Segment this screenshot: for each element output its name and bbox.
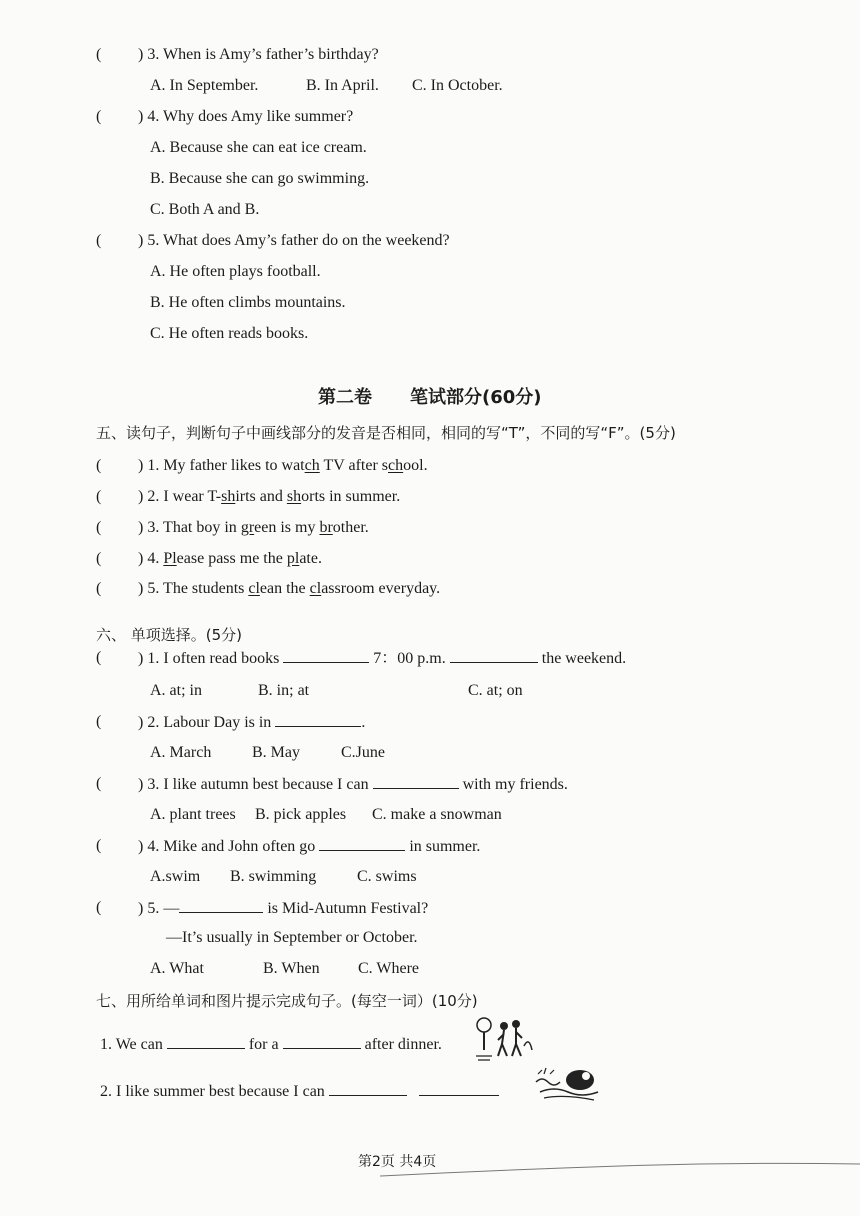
- dialogue-answer: —It’s usually in September or October.: [166, 929, 418, 946]
- option-a: A. Because she can eat ice cream.: [150, 139, 367, 156]
- question-stem: [138, 898, 428, 919]
- text: 7：00 p.m.: [369, 650, 450, 667]
- section-7-heading: 七、用所给单词和图片提示完成句子。(每空一词）(10分): [96, 992, 478, 1010]
- option-b: B. Because she can go swimming.: [150, 170, 370, 187]
- text: ate.: [299, 550, 322, 567]
- page-number: 第2页 共4页: [358, 1154, 437, 1170]
- text: the weekend.: [537, 650, 627, 667]
- section-5-heading: 五、读句子，判断句子中画线部分的发音是否相同，相同的写“T”，不同的写“F”。(5分): [96, 424, 676, 442]
- underlined-letters: br: [319, 519, 333, 536]
- underlined-letters: ch: [304, 457, 320, 474]
- underlined-letters: cl: [248, 580, 260, 597]
- answer-paren: (: [96, 46, 102, 63]
- answer-paren: (: [96, 837, 102, 854]
- text: ) 2. Labour Day is in: [138, 714, 276, 731]
- volume-title: 第二卷: [318, 387, 372, 408]
- option-a: A. He often plays football.: [150, 263, 321, 280]
- option-c: C. make a snowman: [372, 806, 502, 823]
- text: is Mid-Autumn Festival?: [263, 900, 429, 917]
- option-a: A. In September.: [150, 77, 259, 94]
- text: ool.: [403, 457, 428, 474]
- option-b: B. He often climbs mountains.: [150, 294, 346, 311]
- answer-blank[interactable]: [329, 1081, 407, 1096]
- option-c: C. In October.: [412, 77, 503, 94]
- sentence: [138, 518, 369, 538]
- option-c: C. swims: [357, 868, 417, 885]
- answer-blank[interactable]: [373, 774, 459, 789]
- text: other.: [332, 519, 369, 536]
- question-stem: ) 3. When is Amy’s father’s birthday?: [138, 46, 379, 63]
- text: een is my: [254, 519, 320, 536]
- text: ) 5. The students: [138, 580, 249, 597]
- sentence: [138, 579, 440, 599]
- text: orts in summer.: [301, 488, 401, 505]
- question-stem: [138, 774, 568, 795]
- sentence: [138, 549, 322, 569]
- question-stem: [138, 648, 626, 669]
- text: ) 3. I like autumn best because I can: [138, 776, 373, 793]
- swim-picture-icon: [534, 1064, 600, 1104]
- section-6-heading: 六、 单项选择。(5分): [96, 626, 243, 644]
- option-a: A. plant trees: [150, 806, 236, 823]
- underlined-letters: Pl: [163, 550, 177, 567]
- text: 1. We can: [100, 1036, 167, 1053]
- answer-paren: (: [96, 713, 102, 730]
- text: ) 3. That boy in: [138, 519, 241, 536]
- question-stem: ) 4. Why does Amy like summer?: [138, 108, 354, 125]
- answer-blank[interactable]: [179, 898, 263, 913]
- underlined-letters: pl: [286, 550, 300, 567]
- text: assroom everyday.: [321, 580, 441, 597]
- answer-blank[interactable]: [319, 836, 405, 851]
- text: ease pass me the: [176, 550, 287, 567]
- text: irts and: [235, 488, 287, 505]
- volume-subtitle: 笔试部分(60分): [410, 387, 542, 408]
- underlined-letters: cl: [309, 580, 322, 597]
- option-b: B. When: [263, 960, 320, 977]
- text: ean the: [259, 580, 310, 597]
- option-c: C. Where: [358, 960, 420, 977]
- question-stem: [138, 712, 365, 733]
- answer-blank[interactable]: [283, 1034, 361, 1049]
- text: ) 5. —: [138, 900, 180, 917]
- answer-blank[interactable]: [419, 1081, 499, 1096]
- option-b: B. pick apples: [255, 806, 347, 823]
- answer-paren: (: [96, 550, 102, 567]
- text: with my friends.: [458, 776, 568, 793]
- underlined-letters: gr: [240, 519, 255, 536]
- text: for a: [244, 1036, 283, 1053]
- text: ) 1. My father likes to wat: [138, 457, 305, 474]
- answer-paren: (: [96, 108, 102, 125]
- text: .: [361, 714, 366, 731]
- option-b: B. In April.: [306, 77, 379, 94]
- option-b: B. swimming: [230, 868, 317, 885]
- option-a: A. March: [150, 744, 212, 761]
- option-c: C. He often reads books.: [150, 325, 309, 342]
- answer-paren: (: [96, 899, 102, 916]
- text: ) 4. Mike and John often go: [138, 838, 320, 855]
- option-c: C. at; on: [468, 682, 523, 699]
- question-stem: [138, 836, 480, 857]
- text: ) 2. I wear T-: [138, 488, 222, 505]
- sentence: [138, 487, 400, 507]
- answer-blank[interactable]: [275, 712, 361, 727]
- question-stem: ) 5. What does Amy’s father do on the weekend?: [138, 232, 450, 249]
- answer-paren: (: [96, 488, 102, 505]
- fill-in-sentence: [100, 1081, 499, 1102]
- text: TV after s: [319, 457, 389, 474]
- answer-blank[interactable]: [450, 648, 538, 663]
- underlined-letters: sh: [221, 488, 236, 505]
- text: after dinner.: [360, 1036, 442, 1053]
- text: in summer.: [405, 838, 481, 855]
- option-c: C.June: [341, 744, 385, 761]
- text: ) 4.: [138, 550, 164, 567]
- option-a: A. at; in: [150, 682, 202, 699]
- underlined-letters: sh: [286, 488, 302, 505]
- option-b: B. in; at: [258, 682, 310, 699]
- answer-blank[interactable]: [167, 1034, 245, 1049]
- option-a: A.swim: [150, 868, 201, 885]
- option-c: C. Both A and B.: [150, 201, 260, 218]
- text: 2. I like summer best because I can: [100, 1083, 329, 1100]
- answer-blank[interactable]: [283, 648, 369, 663]
- walk-picture-icon: [472, 1016, 534, 1064]
- text: ) 1. I often read books: [138, 650, 284, 667]
- answer-paren: (: [96, 775, 102, 792]
- answer-paren: (: [96, 519, 102, 536]
- answer-paren: (: [96, 457, 102, 474]
- scan-fold-line: [380, 1158, 860, 1182]
- underlined-letters: ch: [388, 457, 404, 474]
- fill-in-sentence: [100, 1034, 442, 1055]
- answer-paren: (: [96, 580, 102, 597]
- option-a: A. What: [150, 960, 204, 977]
- answer-paren: (: [96, 649, 102, 666]
- sentence: [138, 456, 428, 476]
- answer-paren: (: [96, 232, 102, 249]
- option-b: B. May: [252, 744, 300, 761]
